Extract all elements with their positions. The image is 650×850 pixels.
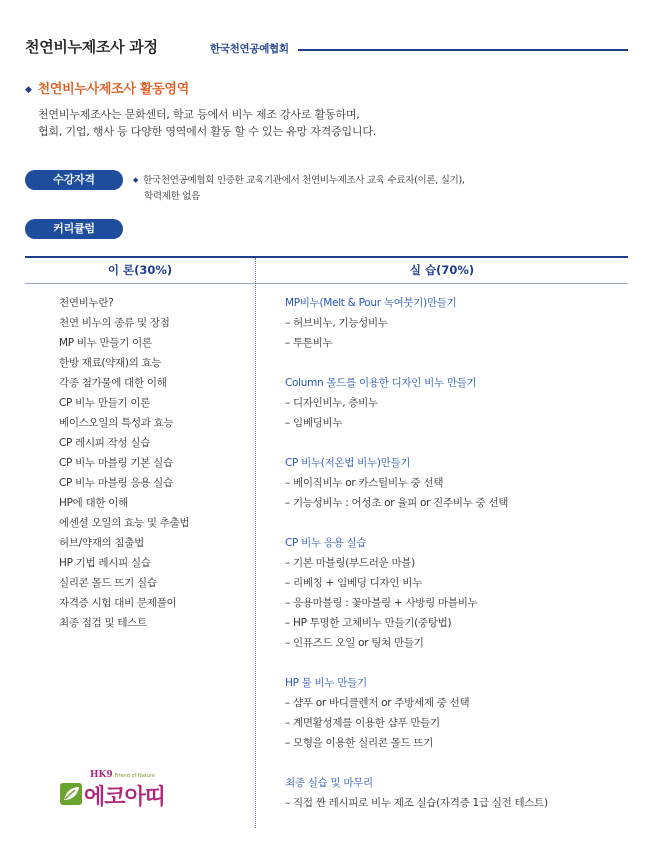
theory-item: HP에 대한 이해: [59, 497, 128, 509]
practice-column-header: 실 습(70%): [409, 263, 475, 277]
theory-item: 자격증 시험 대비 문제풀이: [59, 597, 177, 609]
practice-item: – 샴푸 or 바디클렌저 or 주방세제 중 선택: [285, 697, 470, 709]
theory-item: 실리콘 몰드 뜨기 실습: [59, 577, 157, 589]
logo-top-text: HK9 Friend of Nature: [90, 770, 155, 780]
intro-line: 협회, 기업, 행사 등 다양한 영역에서 활동 할 수 있는 유망 자격증입니다.: [38, 125, 377, 138]
section-heading: [25, 78, 189, 97]
table-top-rule: [25, 256, 628, 258]
practice-list: [285, 293, 548, 813]
organization-name: 한국천연공예협회: [210, 43, 289, 55]
intro-line: 천연비누제조사는 문화센터, 학교 등에서 비누 제조 강사로 활동하며,: [38, 108, 360, 121]
practice-item: – 직접 짠 레시피로 비누 제조 실습(자격증 1급 실전 테스트): [285, 797, 548, 809]
practice-item: – 디자인비누, 층비누: [285, 397, 378, 409]
theory-item: CP 비누 마블링 응용 실습: [59, 477, 173, 489]
section-heading-text: 천연비누사제조사 활동영역: [37, 82, 189, 97]
table-header-rule: [25, 283, 628, 284]
theory-item: 허브/약재의 침출법: [59, 537, 145, 549]
intro-paragraph: [38, 106, 376, 140]
theory-item: CP 레시피 작성 실습: [59, 437, 151, 449]
qualification-label: 수강자격: [25, 170, 123, 190]
diamond-bullet-icon: ◆: [133, 176, 139, 184]
qualification-line: 학력제한 없음: [144, 191, 200, 202]
practice-item: – 임베딩비누: [285, 417, 343, 429]
leaf-icon: [60, 783, 82, 805]
practice-item: – 응용마블링 : 꽃마블링 + 사방링 마블비누: [285, 597, 478, 609]
theory-item: HP 기법 레시피 실습: [59, 557, 151, 569]
theory-item: MP 비누 만들기 이론: [59, 337, 152, 349]
practice-spacer: [285, 353, 548, 373]
title-rule: [298, 49, 628, 51]
qualification-text: [133, 173, 465, 204]
practice-item: – 계면활성제를 이용한 샴푸 만들기: [285, 717, 440, 729]
practice-group-title: CP 비누(저온법 비누)만들기: [285, 457, 411, 469]
column-divider: [255, 258, 256, 828]
curriculum-label: 커리큘럼: [25, 219, 123, 239]
practice-item: – 투톤비누: [285, 337, 333, 349]
theory-item: 에센셜 오일의 효능 및 추출법: [59, 517, 190, 529]
practice-item: – 리베칭 + 임베딩 디자인 비누: [285, 577, 422, 589]
practice-spacer: [285, 653, 548, 673]
theory-item: 최종 점검 및 테스트: [59, 617, 147, 629]
ecoatti-logo: [60, 770, 180, 812]
theory-item: CP 비누 만들기 이론: [59, 397, 151, 409]
theory-item: 각종 첨가물에 대한 이해: [59, 377, 167, 389]
theory-column-header: 이 론(30%): [107, 263, 173, 277]
practice-item: – 베이직비누 or 카스틸비누 중 선택: [285, 477, 444, 489]
theory-item: 한방 재료(약재)의 효능: [59, 357, 162, 369]
practice-item: – HP 투명한 고체비누 만들기(중탕법): [285, 617, 452, 629]
practice-group-title: MP비누(Melt & Pour 녹여붓기)만들기: [285, 297, 457, 309]
practice-group-title: 최종 실습 및 마무리: [285, 777, 373, 789]
theory-item: CP 비누 마블링 기본 실습: [59, 457, 173, 469]
practice-item: – 허브비누, 기능성비누: [285, 317, 388, 329]
qualification-line: 한국천연공예협회 인증한 교육기관에서 천연비누제조사 교육 수료자(이론, 실기),: [143, 175, 465, 186]
practice-item: – 인퓨즈드 오일 or 팅쳐 만들기: [285, 637, 424, 649]
practice-spacer: [285, 433, 548, 453]
theory-list: [59, 293, 189, 633]
practice-spacer: [285, 753, 548, 773]
practice-group-title: HP 물 비누 만들기: [285, 677, 367, 689]
logo-brand-text: 에코아띠: [84, 785, 166, 810]
practice-item: – 기능성비누 : 어성초 or 율피 or 진주비누 중 선택: [285, 497, 509, 509]
diamond-bullet-icon: ◆: [25, 85, 32, 95]
theory-item: 천연 비누의 종류 및 장점: [59, 317, 170, 329]
practice-spacer: [285, 513, 548, 533]
practice-item: – 기본 마블링(부드러운 마블): [285, 557, 415, 569]
theory-item: 베이스오일의 특성과 효능: [59, 417, 174, 429]
theory-item: 천연비누란?: [59, 297, 114, 309]
page-title: 천연비누제조사 과정: [25, 38, 158, 56]
practice-group-title: CP 비누 응용 실습: [285, 537, 367, 549]
practice-group-title: Column 몰드를 이용한 디자인 비누 만들기: [285, 377, 477, 389]
practice-item: – 모형을 이용한 실리콘 몰드 뜨기: [285, 737, 434, 749]
